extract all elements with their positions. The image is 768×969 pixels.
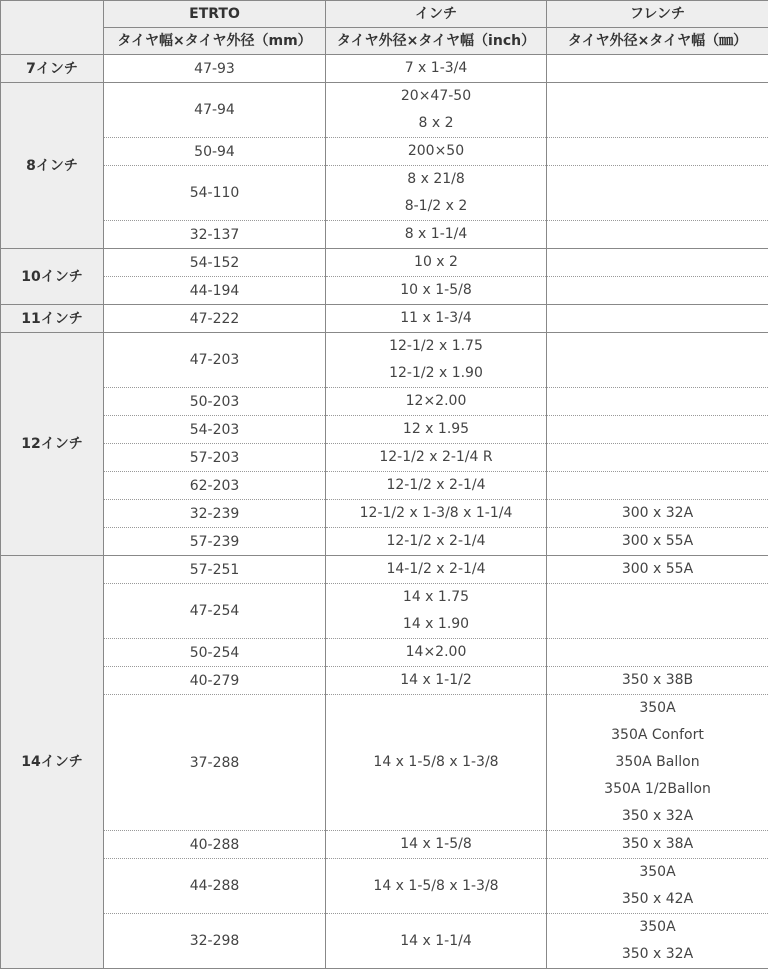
french-cell: [547, 277, 768, 305]
french-cell: [547, 859, 768, 914]
inch-cell: [326, 528, 547, 556]
french-cell: [547, 556, 768, 584]
etrto-cell: 57-251: [104, 556, 326, 584]
inch-cell: [326, 221, 547, 249]
etrto-cell: 57-239: [104, 528, 326, 556]
table-row: [1, 584, 768, 639]
french-cell: [547, 500, 768, 528]
inch-size-text: 12 x 1.95: [326, 416, 546, 443]
french-cell: [547, 83, 768, 138]
french-cell: [547, 249, 768, 277]
etrto-cell: 47-203: [104, 333, 326, 388]
header-row-top: [1, 1, 768, 28]
size-group-label: 12インチ: [1, 333, 104, 556]
french-size-text: 300 x 55A: [547, 556, 768, 583]
etrto-cell: 54-203: [104, 416, 326, 444]
inch-size-text: 14 x 1-1/4: [326, 928, 546, 955]
inch-cell: [326, 500, 547, 528]
french-size-text: 350 x 32A: [547, 803, 768, 830]
inch-size-text: 8 x 21/8: [326, 166, 546, 193]
table-row: [1, 859, 768, 914]
inch-cell: [326, 388, 547, 416]
inch-cell: [326, 55, 547, 83]
inch-size-text: 12-1/2 x 2-1/4: [326, 472, 546, 499]
table-row: [1, 444, 768, 472]
table-row: [1, 667, 768, 695]
french-size-text: 350A Confort: [547, 722, 768, 749]
table-row: [1, 305, 768, 333]
etrto-cell: 50-254: [104, 639, 326, 667]
size-group-label: 10インチ: [1, 249, 104, 305]
inch-size-text: 12-1/2 x 1.90: [326, 360, 546, 387]
french-cell: [547, 333, 768, 388]
table-row: [1, 416, 768, 444]
french-cell: [547, 55, 768, 83]
etrto-cell: 47-254: [104, 584, 326, 639]
inch-cell: [326, 305, 547, 333]
table-row: [1, 528, 768, 556]
corner-cell: [1, 1, 104, 55]
table-row: [1, 277, 768, 305]
french-cell: [547, 831, 768, 859]
inch-cell: [326, 639, 547, 667]
french-size-text: 350A: [547, 695, 768, 722]
table-row: [1, 639, 768, 667]
inch-cell: [326, 859, 547, 914]
table-row: [1, 914, 768, 969]
french-size-text: 300 x 55A: [547, 528, 768, 555]
etrto-cell: 32-137: [104, 221, 326, 249]
inch-size-text: 12-1/2 x 2-1/4 R: [326, 444, 546, 471]
french-size-text: 350 x 32A: [547, 941, 768, 968]
inch-size-text: 14×2.00: [326, 639, 546, 666]
etrto-cell: 47-222: [104, 305, 326, 333]
header-french-sub: タイヤ外径×タイヤ幅（㎜）: [547, 28, 768, 55]
inch-cell: [326, 444, 547, 472]
french-size-text: 350A: [547, 914, 768, 941]
table-row: [1, 500, 768, 528]
inch-cell: [326, 249, 547, 277]
etrto-cell: 62-203: [104, 472, 326, 500]
etrto-cell: 54-152: [104, 249, 326, 277]
inch-cell: [326, 584, 547, 639]
french-cell: [547, 388, 768, 416]
french-size-text: 350A 1/2Ballon: [547, 776, 768, 803]
inch-cell: [326, 914, 547, 969]
etrto-cell: 47-94: [104, 83, 326, 138]
french-cell: [547, 528, 768, 556]
inch-cell: [326, 556, 547, 584]
french-cell: [547, 695, 768, 831]
etrto-cell: 54-110: [104, 166, 326, 221]
inch-cell: [326, 166, 547, 221]
inch-size-text: 8 x 1-1/4: [326, 221, 546, 248]
french-cell: [547, 444, 768, 472]
etrto-cell: 57-203: [104, 444, 326, 472]
french-cell: [547, 472, 768, 500]
inch-cell: [326, 138, 547, 166]
inch-size-text: 14 x 1-5/8 x 1-3/8: [326, 873, 546, 900]
inch-size-text: 10 x 1-5/8: [326, 277, 546, 304]
inch-size-text: 7 x 1-3/4: [326, 55, 546, 82]
french-cell: [547, 639, 768, 667]
table-row: [1, 138, 768, 166]
etrto-cell: 40-279: [104, 667, 326, 695]
inch-size-text: 10 x 2: [326, 249, 546, 276]
french-size-text: 350A Ballon: [547, 749, 768, 776]
size-group-label: 14インチ: [1, 556, 104, 969]
french-cell: [547, 166, 768, 221]
etrto-cell: 47-93: [104, 55, 326, 83]
french-cell: [547, 138, 768, 166]
inch-size-text: 14 x 1-1/2: [326, 667, 546, 694]
french-size-text: 300 x 32A: [547, 500, 768, 527]
inch-cell: [326, 277, 547, 305]
table-row: [1, 83, 768, 138]
table-row: [1, 472, 768, 500]
french-cell: [547, 584, 768, 639]
french-cell: [547, 221, 768, 249]
french-size-text: 350A: [547, 859, 768, 886]
inch-size-text: 12-1/2 x 1.75: [326, 333, 546, 360]
inch-size-text: 14 x 1-5/8: [326, 831, 546, 858]
inch-cell: [326, 83, 547, 138]
table-row: [1, 221, 768, 249]
inch-cell: [326, 667, 547, 695]
size-group-label: 7インチ: [1, 55, 104, 83]
etrto-cell: 32-239: [104, 500, 326, 528]
header-inch: インチ: [326, 1, 547, 28]
size-group-label: 11インチ: [1, 305, 104, 333]
inch-size-text: 12-1/2 x 2-1/4: [326, 528, 546, 555]
etrto-cell: 50-94: [104, 138, 326, 166]
table-row: [1, 831, 768, 859]
header-inch-sub: タイヤ外径×タイヤ幅（inch）: [326, 28, 547, 55]
inch-size-text: 12-1/2 x 1-3/8 x 1-1/4: [326, 500, 546, 527]
etrto-cell: 40-288: [104, 831, 326, 859]
french-cell: [547, 305, 768, 333]
etrto-cell: 32-298: [104, 914, 326, 969]
inch-size-text: 14 x 1.75: [326, 584, 546, 611]
inch-size-text: 8-1/2 x 2: [326, 193, 546, 220]
french-size-text: 350 x 42A: [547, 886, 768, 913]
inch-size-text: 20×47-50: [326, 83, 546, 110]
french-cell: [547, 914, 768, 969]
table-row: [1, 556, 768, 584]
header-etrto: ETRTO: [104, 1, 326, 28]
inch-cell: [326, 472, 547, 500]
etrto-cell: 44-194: [104, 277, 326, 305]
header-row-sub: [1, 28, 768, 55]
inch-size-text: 14 x 1.90: [326, 611, 546, 638]
inch-size-text: 8 x 2: [326, 110, 546, 137]
inch-size-text: 14 x 1-5/8 x 1-3/8: [326, 749, 546, 776]
table-row: [1, 249, 768, 277]
inch-cell: [326, 831, 547, 859]
inch-cell: [326, 416, 547, 444]
table-row: [1, 55, 768, 83]
etrto-cell: 44-288: [104, 859, 326, 914]
table-row: [1, 695, 768, 831]
inch-cell: [326, 695, 547, 831]
french-size-text: 350 x 38A: [547, 831, 768, 858]
inch-size-text: 14-1/2 x 2-1/4: [326, 556, 546, 583]
french-cell: [547, 416, 768, 444]
header-etrto-sub: タイヤ幅×タイヤ外径（mm）: [104, 28, 326, 55]
header-french: フレンチ: [547, 1, 768, 28]
french-cell: [547, 667, 768, 695]
table-row: [1, 388, 768, 416]
table-body: [1, 55, 768, 969]
table-row: [1, 166, 768, 221]
inch-size-text: 11 x 1-3/4: [326, 305, 546, 332]
inch-size-text: 200×50: [326, 138, 546, 165]
size-group-label: 8インチ: [1, 83, 104, 249]
french-size-text: 350 x 38B: [547, 667, 768, 694]
inch-cell: [326, 333, 547, 388]
etrto-cell: 50-203: [104, 388, 326, 416]
inch-size-text: 12×2.00: [326, 388, 546, 415]
table-row: [1, 333, 768, 388]
etrto-cell: 37-288: [104, 695, 326, 831]
